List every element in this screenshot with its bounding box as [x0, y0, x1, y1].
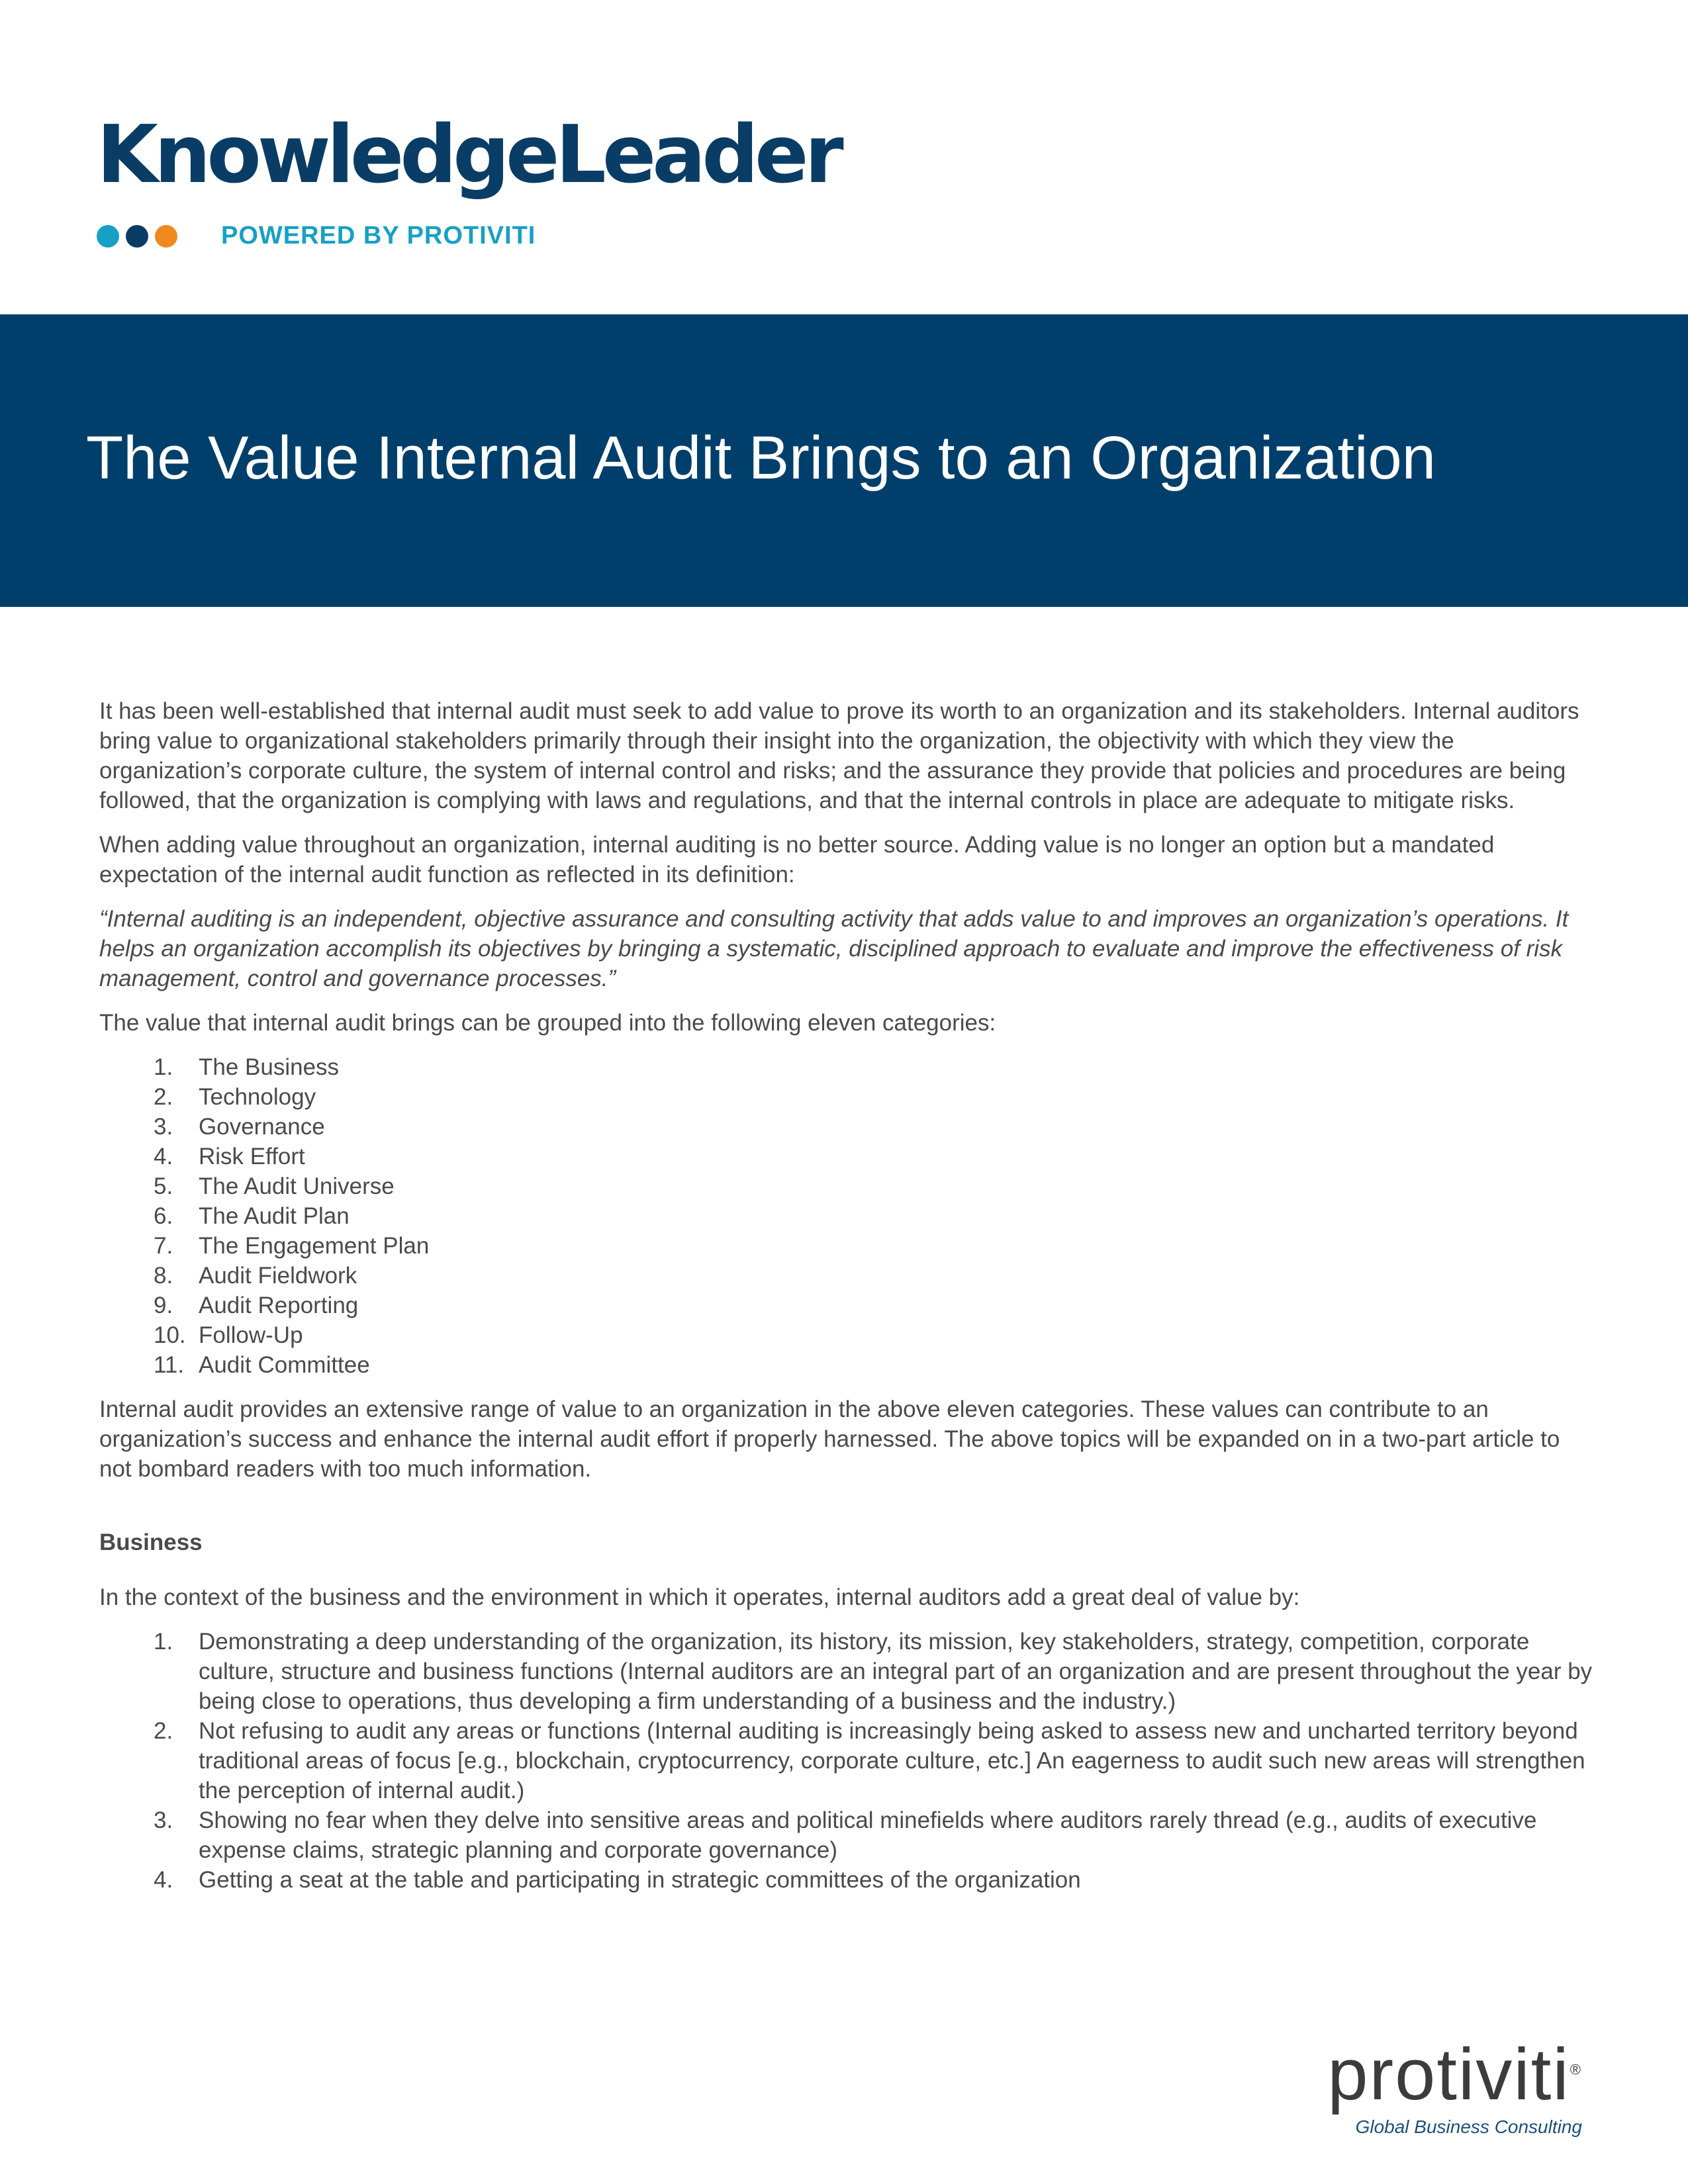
list-item: 4. Getting a seat at the table and participating in strategic committees of the organization [154, 1867, 1081, 1893]
brand-dot-icon [155, 225, 177, 248]
list-item: 6. The Audit Plan [154, 1203, 350, 1229]
intro-paragraph: When adding value throughout an organization, internal auditing is no better source. Adding value is no longer an option but a mandated expectation of the internal audit function as reflected in its definition: [99, 832, 1495, 887]
list-item: 8. Audit Fieldwork [154, 1263, 357, 1289]
categories-list [99, 1052, 1595, 1380]
list-item: 9. Audit Reporting [154, 1293, 359, 1318]
list-item: 1. Demonstrating a deep understanding of the organization, its history, its mission, key stakeholders, strategy, competition, corporate culture, structure and business functions (Internal auditors are an integral part of an organization and are present throughout the year by being close to operations, thus developing a firm understanding of a business and the industry.) [154, 1629, 1593, 1714]
section-heading-business: Business [99, 1529, 203, 1555]
protiviti-tagline: Global Business Consulting [1355, 2116, 1582, 2137]
list-item: 4. Risk Effort [154, 1144, 305, 1169]
knowledgeleader-logo: KnowledgeLeader [97, 109, 840, 201]
business-intro: In the context of the business and the environment in which it operates, internal auditors add a great deal of value by: [99, 1584, 1300, 1610]
article-body [99, 696, 1595, 1909]
list-item: 2. Not refusing to audit any areas or functions (Internal auditing is increasingly being asked to assess new and uncharted territory beyond traditional areas of focus [e.g., blockchain, cryptocurrency, corporate culture, etc.] An eagerness to audit such new areas will strengthen the perception of internal audit.) [154, 1718, 1585, 1803]
powered-by-row [97, 222, 840, 250]
list-item: 5. The Audit Universe [154, 1173, 395, 1199]
business-list [99, 1627, 1595, 1895]
categories-intro: The value that internal audit brings can be grouped into the following eleven categories: [99, 1010, 996, 1036]
header [97, 109, 840, 250]
list-item: 11. Audit Committee [154, 1352, 370, 1378]
summary-paragraph: Internal audit provides an extensive range of value to an organization in the above eleven categories. These values can contribute to an organization’s success and enhance the internal audit effort if properly harnessed. The above topics will be expanded on in a two-part article to not bombard readers with too much information. [99, 1396, 1560, 1482]
brand-dot-icon [97, 225, 119, 248]
list-item: 1. The Business [154, 1054, 340, 1080]
protiviti-logo: protiviti® [1327, 2034, 1582, 2115]
powered-by-text: POWERED BY PROTIVITI [221, 222, 536, 250]
intro-paragraph: It has been well-established that internal audit must seek to add value to prove its worth to an organization and its stakeholders. Internal auditors bring value to organizational stakeholders primarily through their insight into the organization, the objectivity with which they view the organization’s corporate culture, the system of internal control and risks; and the assurance they provide that policies and procedures are being followed, that the organization is complying with laws and regulations, and that the internal controls in place are adequate to mitigate risks. [99, 698, 1579, 813]
list-item: 3. Showing no fear when they delve into sensitive areas and political minefields where auditors rarely thread (e.g., audits of executive expense claims, strategic planning and corporate governance) [154, 1807, 1537, 1863]
page-title: The Value Internal Audit Brings to an Organization [86, 424, 1436, 492]
footer [1327, 2034, 1582, 2138]
list-item: 10. Follow-Up [154, 1322, 303, 1348]
definition-quote: “Internal auditing is an independent, objective assurance and consulting activity that adds value to and improves an organization’s operations. It helps an organization accomplish its objectives by bringing a systematic, disciplined approach to evaluate and improve the effectiveness of risk management, control and governance processes.” [99, 906, 1569, 991]
list-item: 3. Governance [154, 1114, 325, 1140]
list-item: 2. Technology [154, 1084, 316, 1110]
list-item: 7. The Engagement Plan [154, 1233, 430, 1259]
brand-dot-icon [126, 225, 148, 248]
